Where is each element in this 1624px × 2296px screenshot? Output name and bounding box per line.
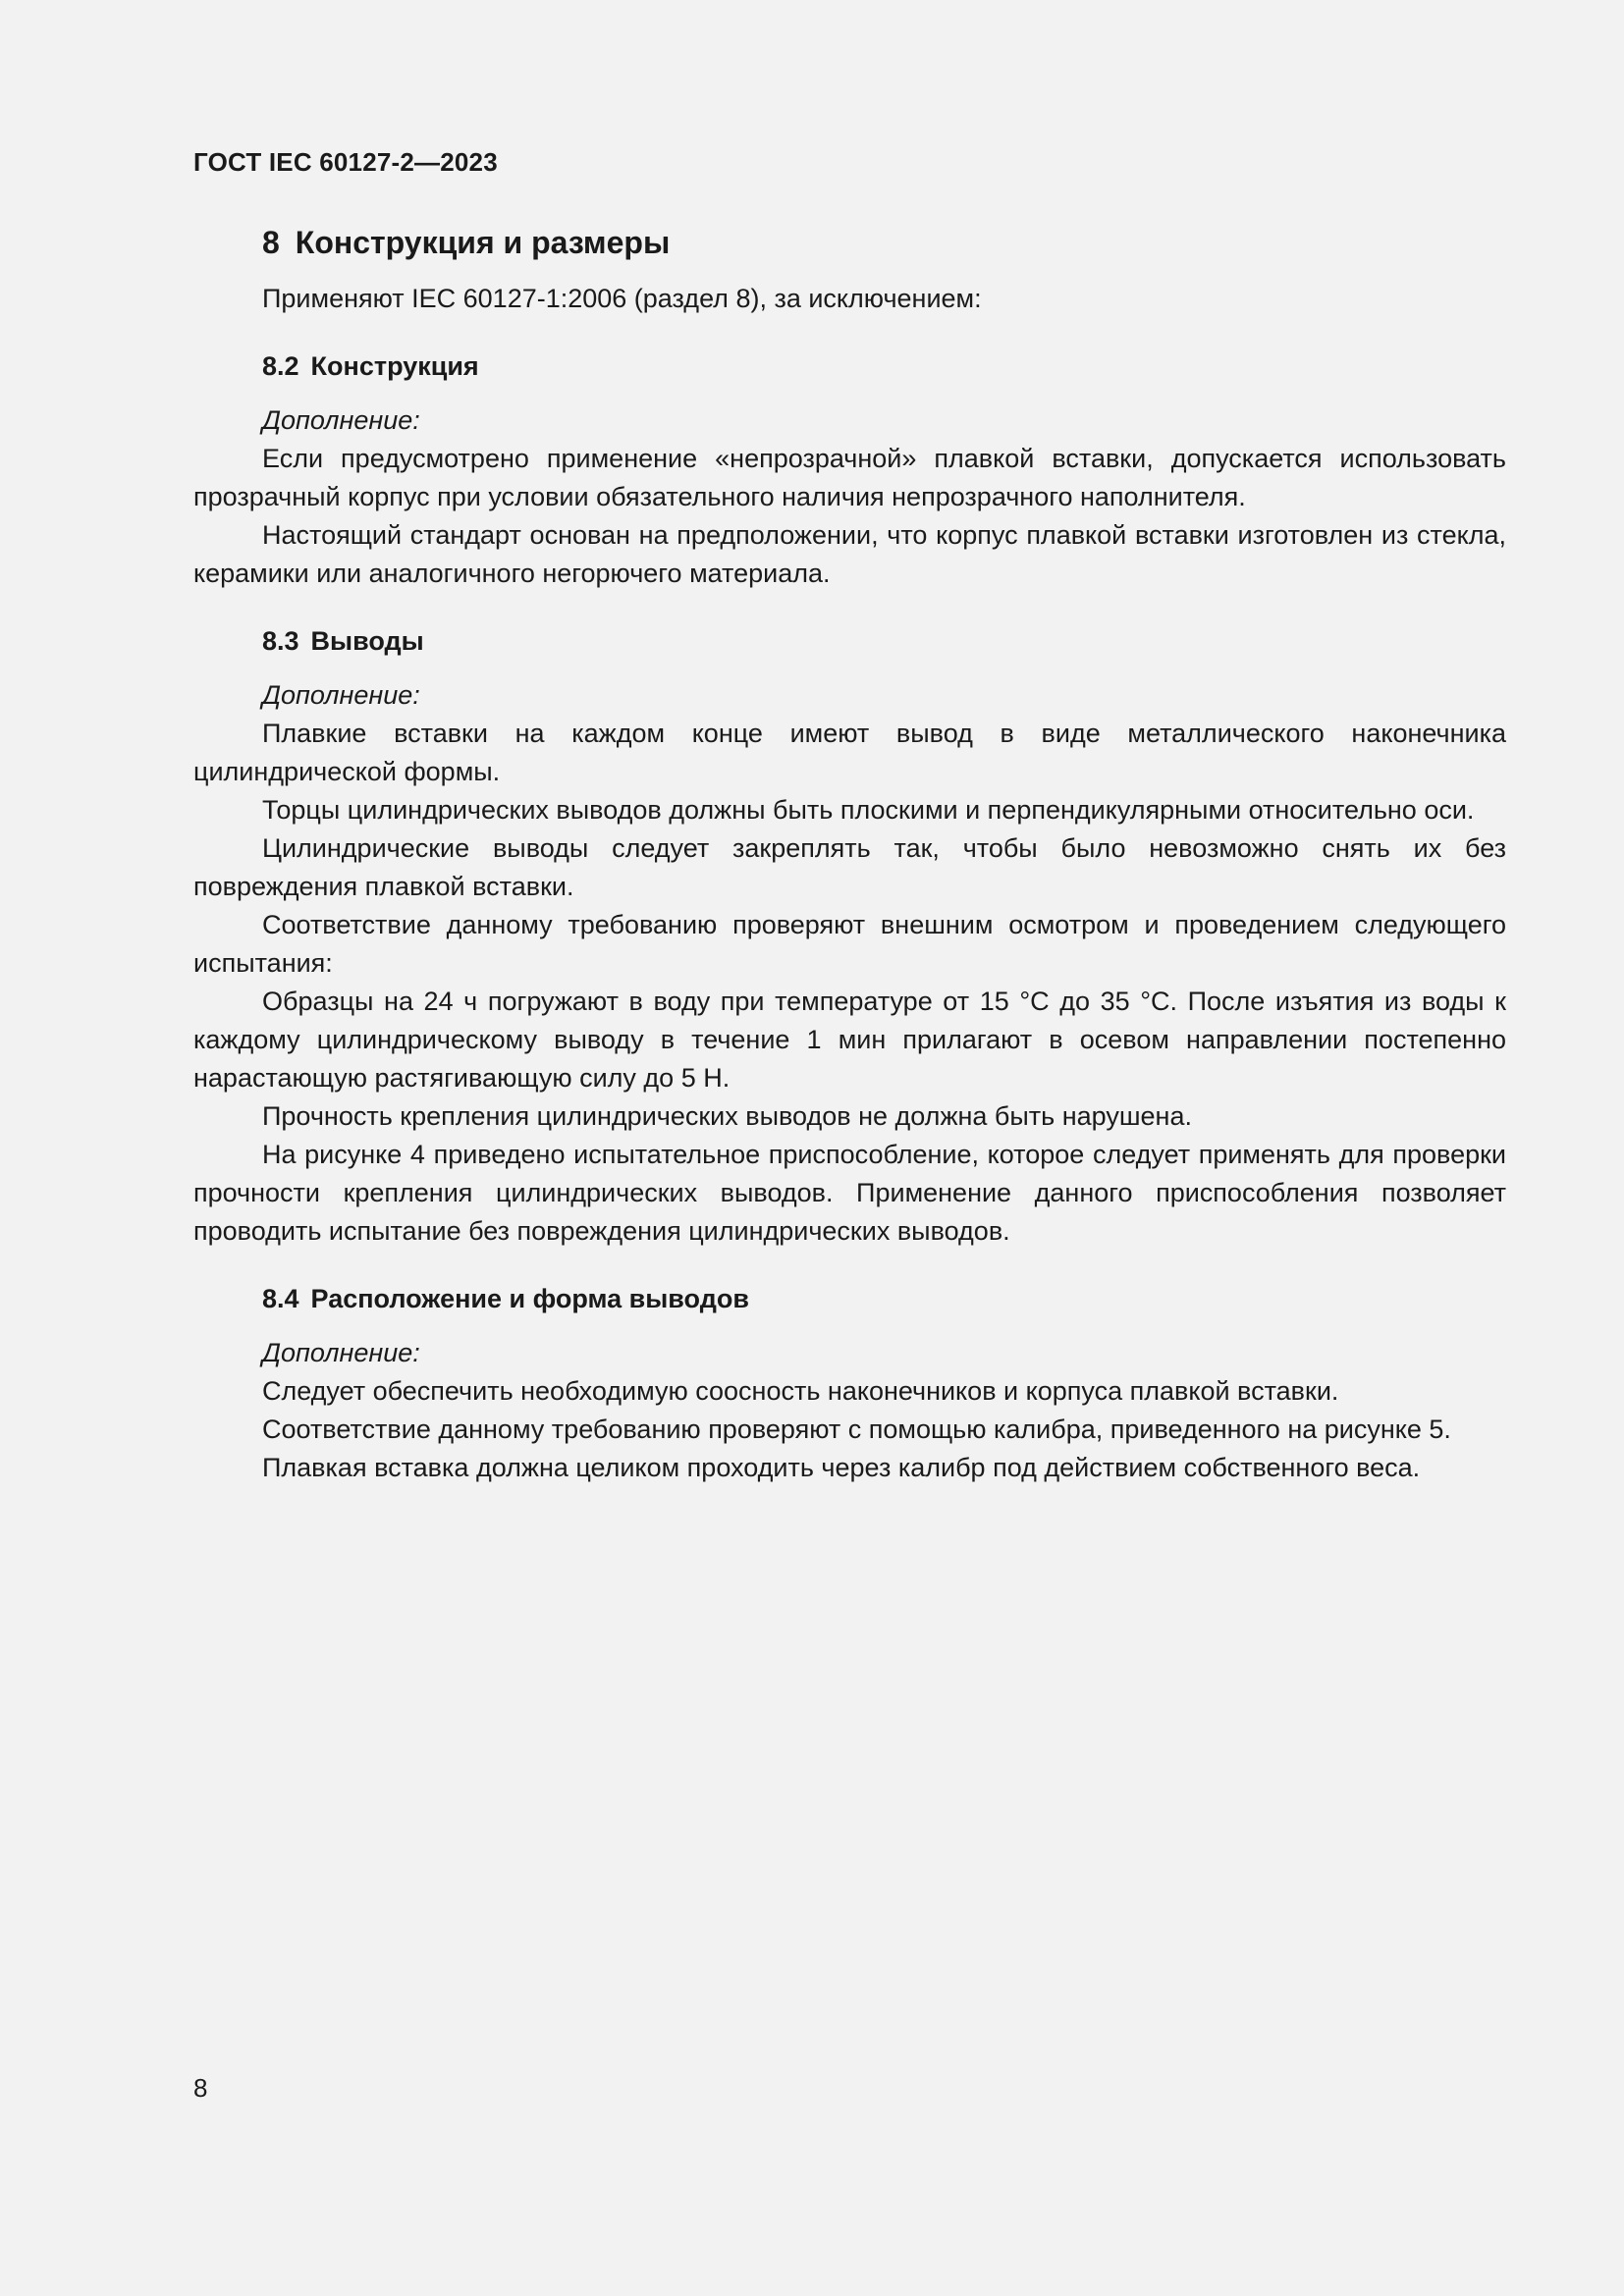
page-content xyxy=(193,221,1506,1487)
addition-label: Дополнение: xyxy=(262,680,420,710)
subsection-number: 8.3 xyxy=(262,626,299,656)
paragraph: Торцы цилиндрических выводов должны быть плоскими и перпендикулярными относительно оси. xyxy=(262,795,1475,825)
subsection-heading-8-3 xyxy=(193,622,1506,661)
paragraph: Соответствие данному требованию проверяют с помощью калибра, приведенного на рисунке 5. xyxy=(262,1415,1451,1444)
section-title: Конструкция и размеры xyxy=(295,225,671,260)
paragraph: Образцы на 24 ч погружают в воду при температуре от 15 °С до 35 °С. После изъятия из воды к каждому цилиндрическому выводу в течение 1 мин прилагают в осевом направлении постепенно нарастающую растягивающую силу до 5 Н. xyxy=(193,987,1506,1093)
subsection-heading-8-2 xyxy=(193,347,1506,386)
page-number: 8 xyxy=(193,2073,208,2103)
paragraph: Настоящий стандарт основан на предположении, что корпус плавкой вставки изготовлен из стекла, керамики или аналогичного негорючего материала. xyxy=(193,520,1506,588)
subsection-heading-8-4 xyxy=(193,1280,1506,1318)
subsection-title: Выводы xyxy=(310,626,424,656)
paragraph: Соответствие данному требованию проверяют внешним осмотром и проведением следующего испытания: xyxy=(193,910,1506,978)
paragraph: Плавкие вставки на каждом конце имеют вывод в виде металлического наконечника цилиндрической формы. xyxy=(193,719,1506,786)
addition-label: Дополнение: xyxy=(262,1338,420,1367)
section-heading xyxy=(193,221,1506,264)
paragraph: Если предусмотрено применение «непрозрачной» плавкой вставки, допускается использовать прозрачный корпус при условии обязательного наличия непрозрачного наполнителя. xyxy=(193,444,1506,511)
paragraph: Плавкая вставка должна целиком проходить через калибр под действием собственного веса. xyxy=(262,1453,1421,1482)
document-id-header: ГОСТ IEC 60127-2—2023 xyxy=(193,147,498,177)
paragraph: На рисунке 4 приведено испытательное приспособление, которое следует применять для проверки прочности крепления цилиндрических выводов. Применение данного приспособления позволяет проводить испытание без повреждения цилиндрических выводов. xyxy=(193,1140,1506,1246)
section-intro: Применяют IEC 60127-1:2006 (раздел 8), за исключением: xyxy=(262,284,982,313)
paragraph: Цилиндрические выводы следует закреплять так, чтобы было невозможно снять их без повреждения плавкой вставки. xyxy=(193,833,1506,901)
paragraph: Следует обеспечить необходимую соосность наконечников и корпуса плавкой вставки. xyxy=(262,1376,1339,1406)
subsection-number: 8.2 xyxy=(262,351,299,381)
paragraph: Прочность крепления цилиндрических выводов не должна быть нарушена. xyxy=(262,1101,1192,1131)
section-number: 8 xyxy=(262,225,280,260)
subsection-title: Расположение и форма выводов xyxy=(310,1284,749,1313)
subsection-title: Конструкция xyxy=(310,351,479,381)
subsection-number: 8.4 xyxy=(262,1284,299,1313)
addition-label: Дополнение: xyxy=(262,405,420,435)
